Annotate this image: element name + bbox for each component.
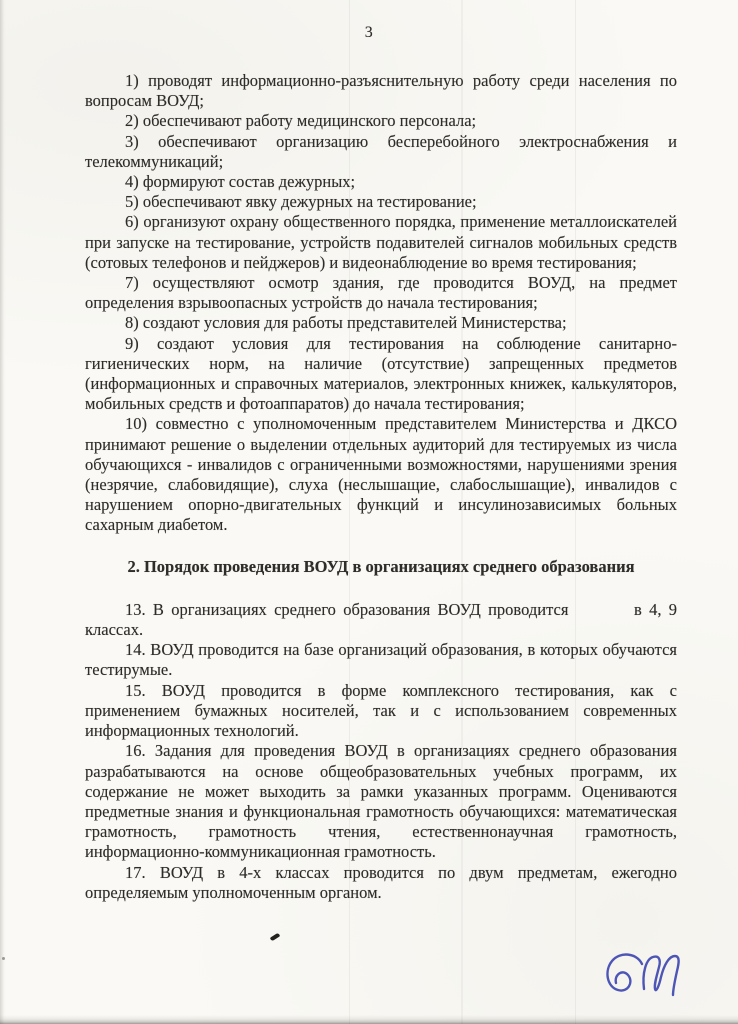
list-item-6: 6) организуют охрану общественного порядка, применение металлоискателей при запуске на тестирование, устройств подавителей сигналов мобильных средств (сотовых телефонов и пейджеров) и видеонаблюдение во время тестирования; <box>85 212 677 272</box>
list-item-3: 3) обеспечивают организацию бесперебойного электроснабжения и телекоммуникаций; <box>85 131 677 171</box>
section-heading: 2. Порядок проведения ВОУД в организациях среднего образования <box>127 556 635 576</box>
handwritten-signature <box>598 948 698 1006</box>
scan-artifact-line <box>349 0 350 1024</box>
list-item-9: 9) создают условия для тестирования на соблюдение санитарно-гигиенических норм, на наличие (отсутствие) запрещенных предметов (информационных и справочных материалов, электронных книжек, калькуляторов, мобильных средств и фотоаппаратов) до начала тестирования; <box>85 333 677 414</box>
dust-speck <box>2 957 5 960</box>
paragraph-16: 16. Задания для проведения ВОУД в организациях среднего образования разрабатываются на основе общеобразовательных учебных программ, их содержание не может выходить за рамки указанных программ. Оцениваются предметные знания и функциональная грамотность обучающихся: математическая грамотность, грамотность чтения, естественнонаучная грамотность, информационно-коммуникационная грамотность. <box>85 741 677 862</box>
signature-stroke-1 <box>607 955 642 991</box>
list-item-5: 5) обеспечивают явку дежурных на тестирование; <box>125 192 477 212</box>
list-item-4: 4) формируют состав дежурных; <box>125 172 356 192</box>
list-item-2: 2) обеспечивают работу медицинского персонала; <box>125 111 477 131</box>
scan-edge-shadow-left <box>0 0 4 1024</box>
scan-edge-shadow-bottom <box>0 1015 738 1024</box>
document-body <box>85 71 677 903</box>
paragraph-14: 14. ВОУД проводится на базе организаций образования, в которых обучаются тестирумые. <box>85 640 677 680</box>
paragraph-15: 15. ВОУД проводится в форме комплексного тестирования, как с применением бумажных носителей, так и с использованием современных информационных технологий. <box>85 680 677 741</box>
paragraph-17: 17. ВОУД в 4-х классах проводится по двум предметам, ежегодно определяемым уполномоченным органом. <box>85 862 677 902</box>
scan-artifact-line <box>575 0 576 1024</box>
page-number: 3 <box>364 24 374 41</box>
scan-artifact-line <box>461 0 463 1024</box>
paragraph-13: 13. В организациях среднего образования ВОУД проводится в 4, 9 классах. <box>85 599 677 640</box>
list-item-10: 10) совместно с уполномоченным представителем Министерства и ДКСО принимают решение о выделении отдельных аудиторий для тестируемых из числа обучающихся - инвалидов с ограниченными возможностями, нарушениями зрения (незрячие, слабовидящие), слуха (неслышащие, слабослышащие), инвалидов с нарушением опорно-двигательных функций и инсулинозависимых больных сахарным диабетом. <box>85 414 677 535</box>
list-item-8: 8) создают условия для работы представителей Министерства; <box>125 313 567 333</box>
signature-stroke-2 <box>643 956 678 995</box>
ink-speck <box>270 933 281 942</box>
list-item-7: 7) осуществляют осмотр здания, где проводится ВОУД, на предмет определения взрывоопасных устройств до начала тестирования; <box>85 273 677 313</box>
list-item-1: 1) проводят информационно-разъяснительную работу среди населения по вопросам ВОУД; <box>85 71 677 111</box>
